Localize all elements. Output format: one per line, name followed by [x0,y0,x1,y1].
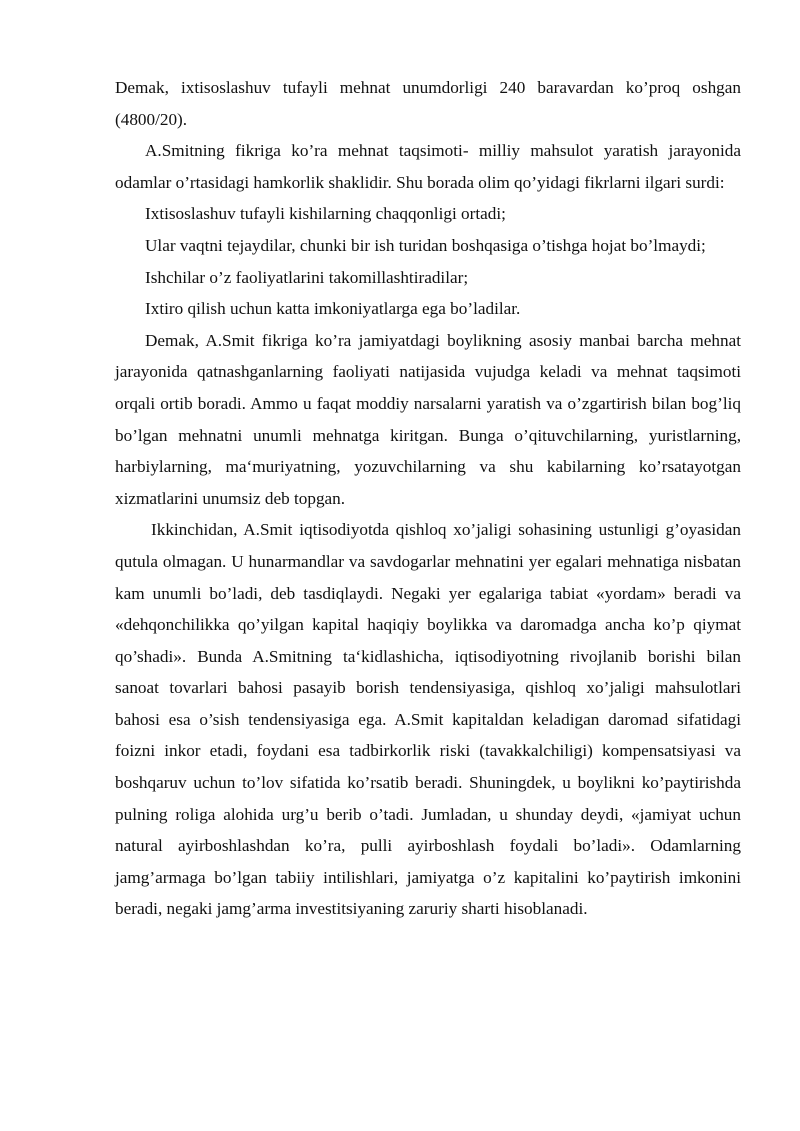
paragraph-7: Demak, A.Smit fikriga ko’ra jamiyatdagi boylikning asosiy manbai barcha mehnat jarayonida qatnashganlarning faoliyati natijasida vujudga keladi va mehnat taqsimoti orqali ortib boradi. Ammo u faqat moddiy narsalarni yaratish va o’zgartirish bilan bog’liq bo’lgan mehnatni unumli mehnatga kiritgan. Bunga o’qituvchilarning, yuristlarning, harbiylarning, ma‘muriyatning, yozuvchilarning va shu kabilarning ko’rsatayotgan xizmatlarini unumsiz deb topgan. [115,330,741,508]
paragraph-4: Ular vaqtni tejaydilar, chunki bir ish turidan boshqasiga o’tishga hojat bo’lmaydi; [145,235,706,255]
paragraph-8: Ikkinchidan, A.Smit iqtisodiyotda qishloq xo’jaligi sohasining ustunligi g’oyasidan qutula olmagan. U hunarmandlar va savdogarlar mehnatini yer egalari mehnatiga nisbatan kam unumli bo’ladi, deb tasdiqlaydi. Negaki yer egalariga tabiat «yordam» beradi va «dehqonchilikka qo’yilgan kapital haqiqiy boylikka va daromadga ancha ko’p qiymat qo’shadi». Bunda A.Smitning ta‘kidlashicha, iqtisodiyotning rivojlanib borishi bilan sanoat tovarlari bahosi pasayib borish tendensiyasiga, qishloq xo’jaligi mahsulotlari bahosi esa o’sish tendensiyasiga ega. A.Smit kapitaldan keladigan daromad sifatidagi foizni inkor etadi, foydani esa tadbirkorlik riski (tavakkalchiligi) kompensatsiyasi va boshqaruv uchun to’lov sifatida ko’rsatib beradi. Shuningdek, u boylikni ko’paytirishda pulning roliga alohida urg’u berib o’tadi. Jumladan, u shunday deydi, «jamiyat uchun natural ayirboshlashdan ko’ra, pulli ayirboshlash foydali bo’ladi». Odamlarning jamg’armaga bo’lgan tabiiy intilishlari, jamiyatga o’z kapitalini ko’paytirish imkonini beradi, negaki jamg’arma investitsiyaning zaruriy sharti hisoblanadi. [115,520,741,919]
paragraph-5: Ishchilar o’z faoliyatlarini takomillashtiradilar; [145,267,469,287]
paragraph-6: Ixtiro qilish uchun katta imkoniyatlarga ega bo’ladilar. [145,299,521,319]
paragraph-2: A.Smitning fikriga ko’ra mehnat taqsimoti- milliy mahsulot yaratish jarayonida odamlar o’rtasidagi hamkorlik shaklidir. Shu borada olim qo’yidagi fikrlarni ilgari surdi: [115,141,741,192]
paragraph-3: Ixtisoslashuv tufayli kishilarning chaqqonligi ortadi; [145,204,506,224]
paragraph-1: Demak, ixtisoslashuv tufayli mehnat unumdorligi 240 baravardan ko’proq oshgan (4800/20). [115,78,741,129]
document-page [115,72,741,925]
